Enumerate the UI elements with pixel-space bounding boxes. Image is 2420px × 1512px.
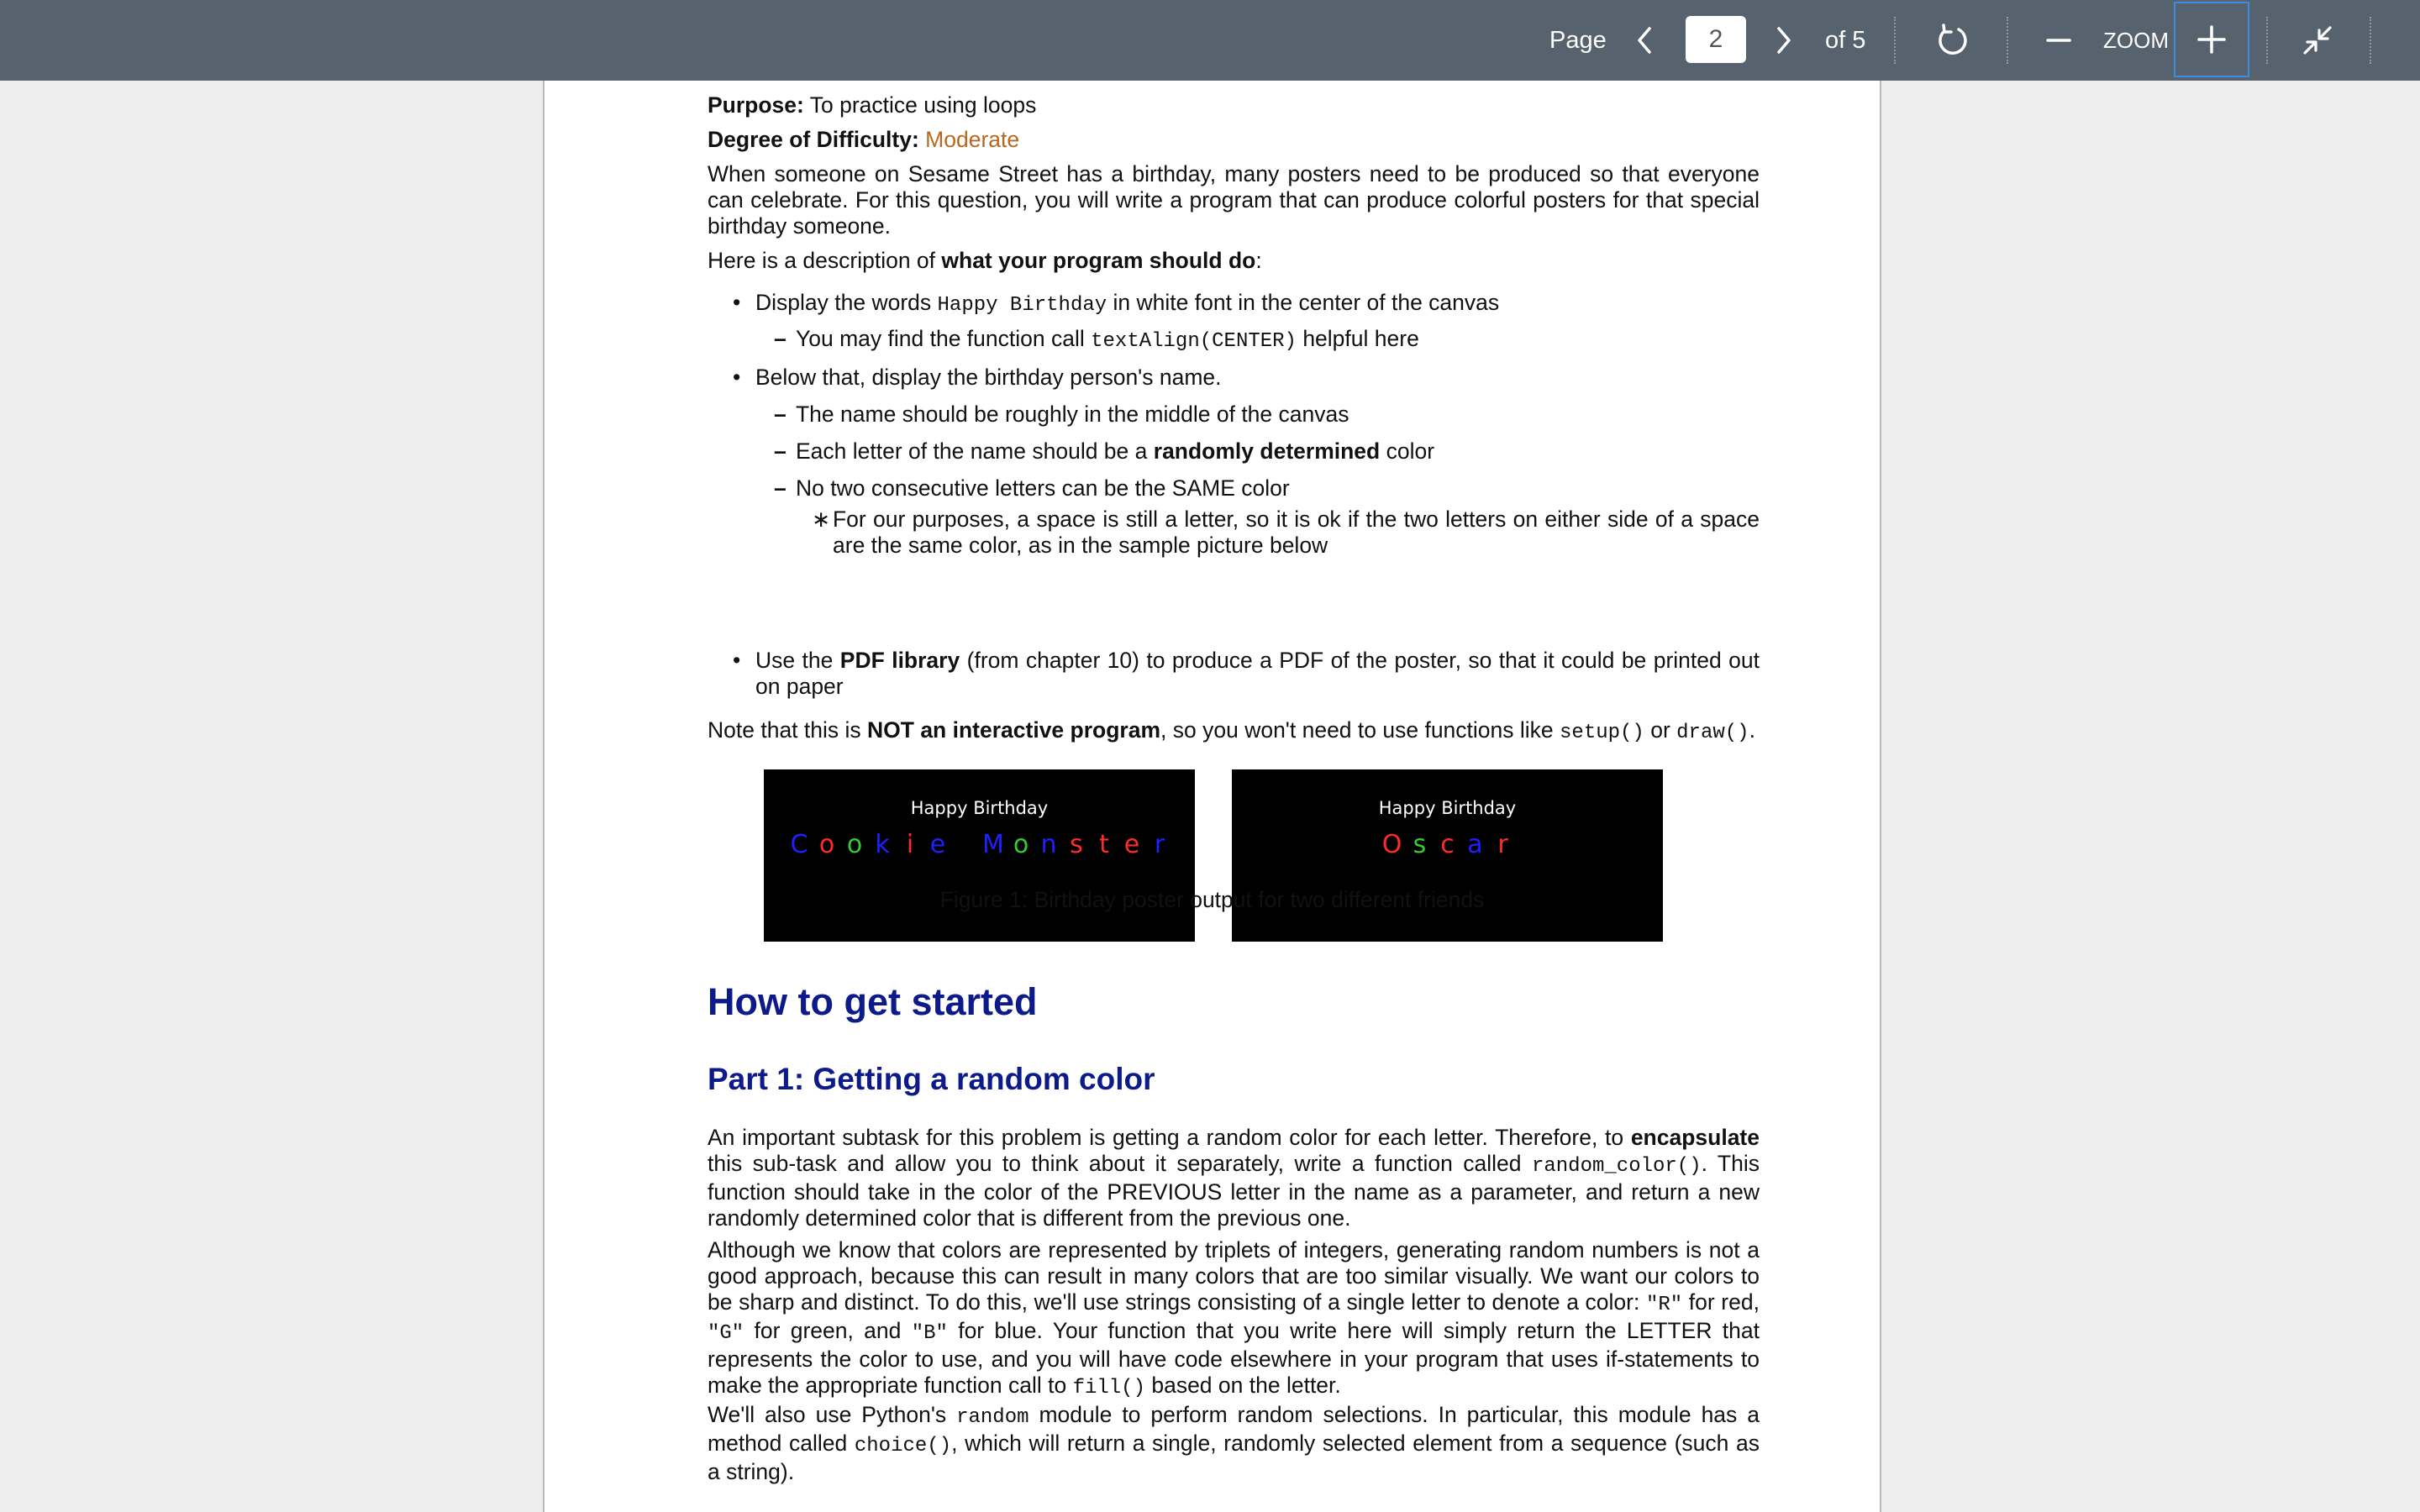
list-item [755,326,1760,354]
p2-code-r: "R" [1645,1294,1683,1316]
bullet1-post: in white font in the center of the canvas [1107,290,1500,315]
difficulty-label: Degree of Difficulty: [708,127,919,152]
p1-mid: this sub-task and allow you to think about it separately, write a function called [708,1151,1532,1176]
poster-letter: r [1154,830,1165,859]
p2-b: for red, [1682,1289,1760,1315]
p2-code-fill: fill() [1072,1377,1145,1399]
collapse-icon [2302,24,2333,56]
heading-part-1: Part 1: Getting a random color [708,1062,1155,1096]
poster-letter: i [906,830,914,859]
zoom-out-button[interactable] [2042,24,2075,57]
p3-code-choice: choice() [854,1435,952,1457]
poster-title: Happy Birthday [910,798,1049,818]
bullet1-code: Happy Birthday [937,294,1107,317]
p3-code-random: random [956,1406,1029,1429]
toolbar-separator [2266,17,2268,64]
note-or: or [1644,717,1677,743]
poster-title: Happy Birthday [1378,798,1517,818]
poster-letter: a [1467,830,1483,859]
next-page-button[interactable] [1771,24,1797,57]
list-item [755,475,1760,559]
bullet2-sub1: The name should be roughly in the middle of the canvas [796,402,1349,427]
p2-code-b: "B" [911,1322,948,1345]
poster-letter: o [846,830,863,859]
note-code-draw: draw() [1676,722,1749,744]
note-line [708,717,1760,746]
p1-bold: encapsulate [1630,1125,1760,1150]
note-end: . [1749,717,1755,743]
plus-icon [2196,24,2227,55]
bullet2-sub2-pre: Each letter of the name should be a [796,438,1154,464]
description-pre: Here is a description of [708,248,942,273]
poster-letter: s [1413,830,1427,859]
note-pre: Note that this is [708,717,868,743]
figure-caption: Figure 1: Birthday poster output for two different friends [939,887,1485,912]
poster-letter: O [1381,830,1402,859]
paragraph-random-module [708,1402,1760,1485]
poster-letter: M [982,830,1004,859]
pdf-page [543,81,1881,1512]
p1-pre: An important subtask for this problem is getting a random color for each letter. Therefore, to [708,1125,1631,1150]
prev-page-button[interactable] [1632,24,1657,57]
poster-letter: r [1497,830,1508,859]
p2-end: based on the letter. [1144,1373,1341,1398]
description-line [708,248,1262,274]
exit-fullscreen-button[interactable] [2299,22,2336,59]
poster-image-oscar [1232,769,1663,942]
p1-post: . This function should take in the color of the PREVIOUS letter in the name as a parameter, and return a new randomly determined color that is different from the previous one. [708,1151,1760,1231]
p3-pre: We'll also use Python's [708,1402,957,1427]
requirements-list [708,648,1760,700]
p1-code: random_color() [1531,1155,1702,1178]
poster-letter: C [790,830,808,859]
description-bold: what your program should do [941,248,1256,273]
poster-letter: e [929,830,946,859]
bullet2-sub2-bold: randomly determined [1153,438,1381,464]
poster-letter: n [1040,830,1057,859]
toolbar-separator [1894,17,1896,64]
poster-letter: o [818,830,835,859]
bullet1-sub-post: helpful here [1296,326,1419,351]
poster-name [764,830,1195,859]
poster-letter: e [1123,830,1140,859]
rotate-icon [1935,23,1970,58]
rotate-button[interactable] [1934,22,1971,59]
bullet3-pre: Use the [755,648,840,673]
poster-letter: k [875,830,890,859]
purpose-label: Purpose: [708,92,804,118]
p2-code-g: "G" [708,1322,744,1345]
list-item [755,438,1760,465]
toolbar-separator [2007,17,2008,64]
p3-post: , which will return a single, randomly selected element from a sequence (such as a string). [708,1431,1760,1484]
list-item [708,648,1760,700]
page-label: Page [1549,26,1607,54]
poster-letter [952,830,980,859]
poster-letter: t [1099,830,1109,859]
sub-list [755,326,1760,354]
zoom-in-button[interactable] [2174,2,2249,77]
bullet2-text: Below that, display the birthday person's name. [755,365,1222,390]
poster-letter: o [1013,830,1029,859]
viewer-toolbar [0,0,2420,81]
poster-letter: s [1070,830,1083,859]
difficulty-line [708,127,1019,153]
page-number-input[interactable] [1686,16,1746,63]
note-bold: NOT an interactive program [867,717,1161,743]
list-item [708,290,1760,354]
bullet3-post: (from chapter 10) to produce a PDF of the poster, so that it could be printed out on paper [755,648,1760,699]
p3-mid: module to perform random selections. In particular, this module has a method called [708,1402,1760,1456]
sub-list [755,402,1760,559]
bullet1-sub-code: textAlign(CENTER) [1091,330,1297,353]
zoom-label: ZOOM [2103,27,2169,53]
list-item [708,365,1760,559]
toolbar-separator [2370,17,2371,64]
bullet1-sub-pre: You may find the function call [796,326,1092,351]
purpose-value: To practice using loops [809,92,1037,118]
intro-paragraph: When someone on Sesame Street has a birthday, many posters need to be produced so that everyone can celebrate. For this question, you will write a program that can produce colorful posters for that special birthday someone. [708,161,1760,239]
requirements-list [708,290,1760,354]
minus-icon [2045,27,2072,54]
note-code-setup: setup() [1560,722,1644,744]
p2-a: Although we know that colors are represented by triplets of integers, generating random numbers is not a good approach, because this can result in many colors that are too similar visually. We want our colors to be sharp and distinct. To do this, we'll use strings consisting of a single letter to denote a color: [708,1237,1760,1315]
paragraph-subtask [708,1125,1760,1231]
page-count: of 5 [1825,26,1866,54]
chevron-left-icon [1636,27,1653,54]
description-post: : [1255,248,1262,273]
difficulty-value: Moderate [925,127,1020,152]
chevron-right-icon [1776,27,1792,54]
note-mid: , so you won't need to use functions like [1160,717,1560,743]
heading-how-to-get-started: How to get started [708,980,1038,1023]
paragraph-colors [708,1237,1760,1401]
bullet2-sub2-post: color [1380,438,1435,464]
purpose-line [708,92,1036,118]
list-item: ∗ For our purposes, a space is still a letter, so it is ok if the two letters on either side of a space are the same color, as in the sample picture below [796,507,1760,559]
bullet2-sub3: No two consecutive letters can be the SAME color [796,475,1290,501]
p2-d: for blue. Your function that you write here will simply return the LETTER that represents the color to use, and you will have code elsewhere in your program that uses if-statements to make the appropriate function call to [708,1318,1760,1398]
poster-image-cookie-monster [764,769,1195,942]
sub-sub-list [796,507,1760,559]
poster-letter: c [1440,830,1455,859]
poster-name [1232,830,1663,859]
requirements-list [708,365,1760,559]
list-item [755,402,1760,428]
bullet3-bold: PDF library [839,648,960,673]
bullet1-pre: Display the words [755,290,938,315]
p2-c: for green, and [744,1318,912,1343]
